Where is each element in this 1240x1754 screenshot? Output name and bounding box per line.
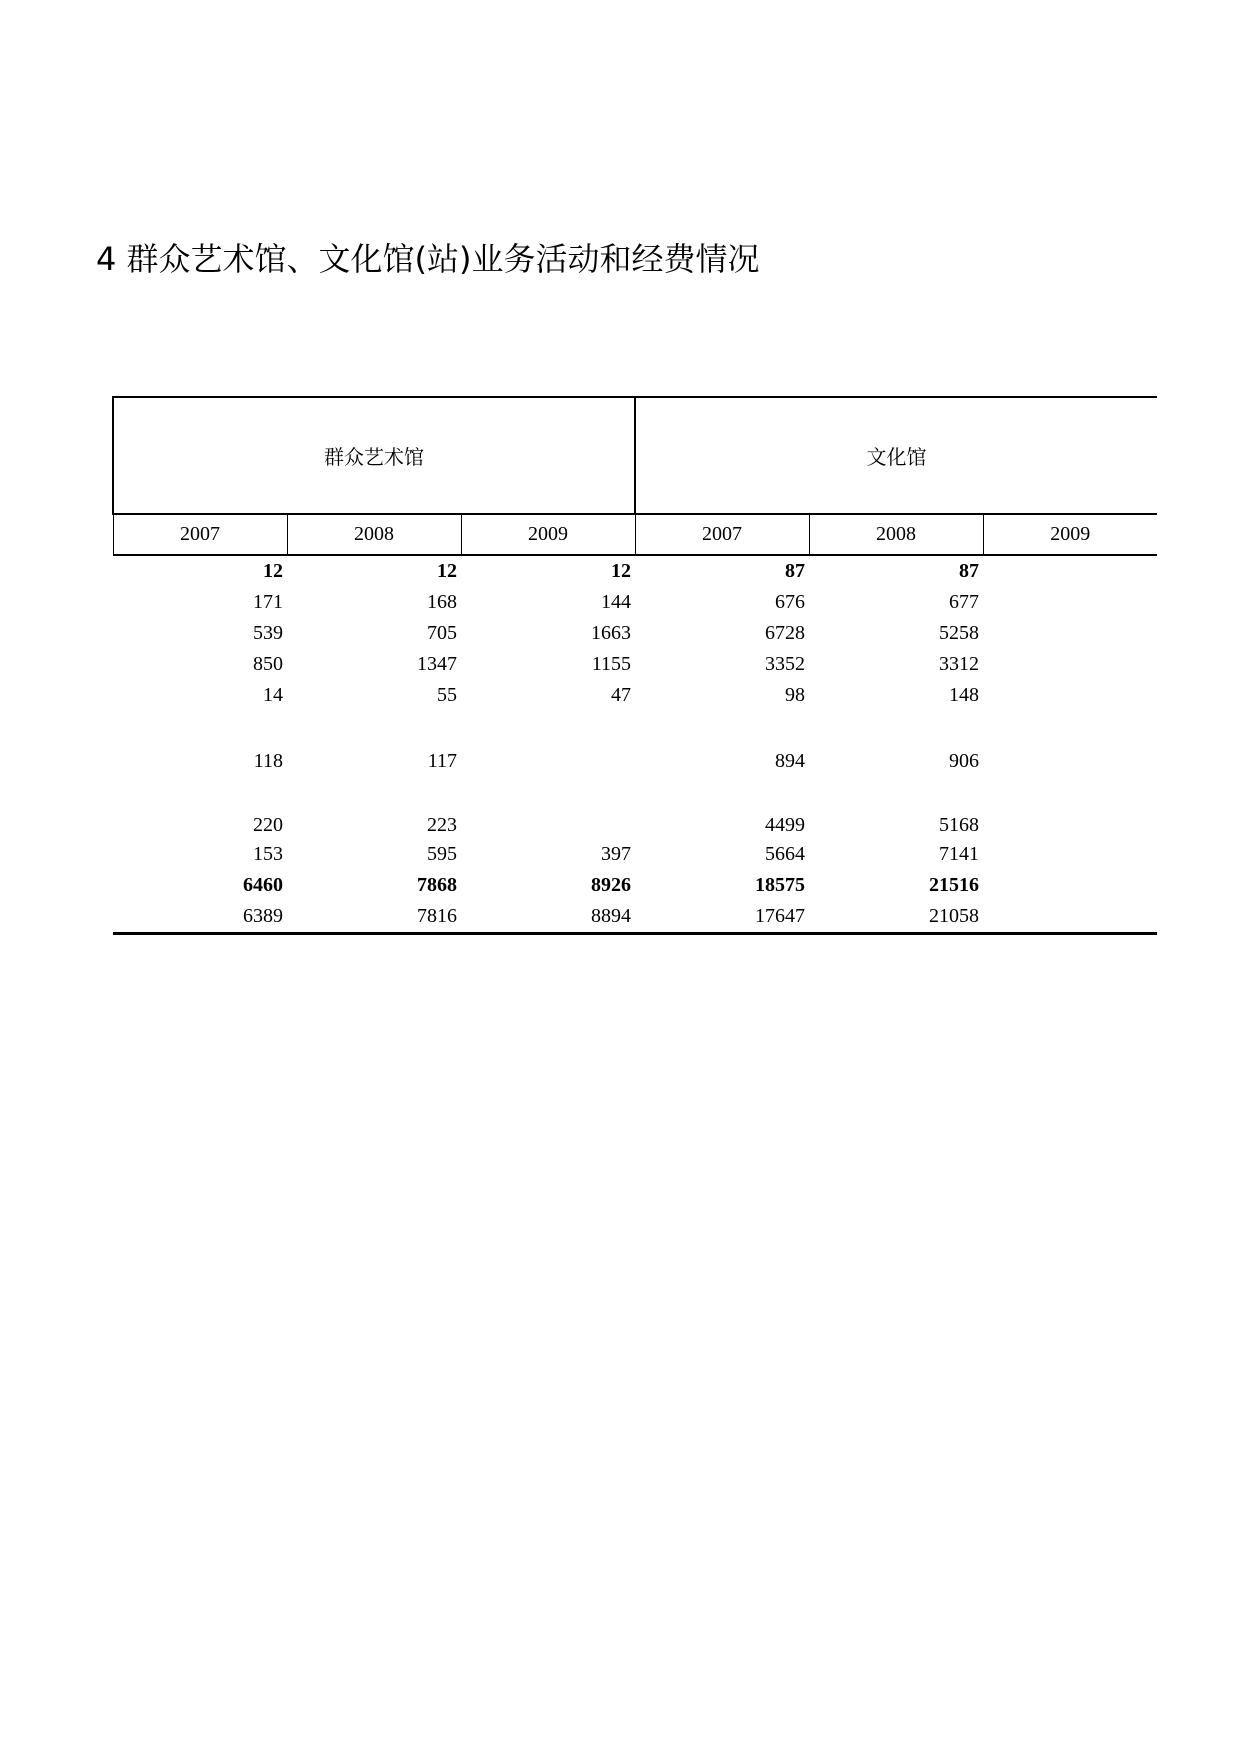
page-title-text: 4 群众艺术馆、文化馆(站)业务活动和经费情况 <box>96 240 760 278</box>
table-cell: 397 <box>601 843 632 865</box>
statistics-table-container <box>112 396 1091 935</box>
page-title <box>0 228 900 280</box>
table-cell: 12 <box>263 560 283 582</box>
year-header: 2008 <box>287 514 461 555</box>
table-row <box>113 618 1157 649</box>
table-cell: 87 <box>959 560 980 582</box>
table-cell <box>983 555 1157 587</box>
table-cell <box>461 775 635 839</box>
table-cell: 850 <box>253 653 283 675</box>
table-cell: 677 <box>949 591 980 613</box>
table-row <box>113 680 1157 711</box>
table-cell: 676 <box>775 591 806 613</box>
table-row <box>113 555 1157 587</box>
year-header-row <box>113 514 1157 555</box>
table-cell: 6389 <box>113 901 287 934</box>
table-cell: 5258 <box>939 622 980 644</box>
year-header: 2009 <box>461 514 635 555</box>
table-body <box>113 555 1157 934</box>
table-cell: 14 <box>263 684 283 706</box>
year-header: 2007 <box>635 514 809 555</box>
year-header: 2009 <box>983 514 1157 555</box>
table-cell: 7868 <box>417 874 457 896</box>
table-cell <box>983 618 1157 649</box>
table-cell: 5168 <box>939 814 980 836</box>
table-cell: 118 <box>253 750 283 772</box>
group-header-row <box>113 397 1157 514</box>
table-cell <box>983 870 1157 901</box>
table-cell: 171 <box>253 591 283 613</box>
table-cell: 17647 <box>635 901 809 934</box>
table-cell: 4499 <box>765 814 806 836</box>
table-row <box>113 649 1157 680</box>
table-cell <box>983 680 1157 711</box>
statistics-table <box>112 396 1157 935</box>
group-header-cultural-center: 文化馆 <box>635 397 1157 514</box>
table-cell: 1155 <box>591 653 632 675</box>
table-cell: 1663 <box>591 622 632 644</box>
table-cell <box>983 587 1157 618</box>
table-cell: 220 <box>253 814 283 836</box>
table-cell: 3312 <box>939 653 980 675</box>
table-cell: 3352 <box>765 653 806 675</box>
table-cell <box>983 775 1157 839</box>
table-cell: 595 <box>427 843 457 865</box>
table-cell <box>461 711 635 775</box>
table-cell: 98 <box>785 684 806 706</box>
table-row <box>113 711 1157 775</box>
table-cell: 1347 <box>417 653 457 675</box>
table-cell: 55 <box>437 684 457 706</box>
table-cell: 5664 <box>765 843 806 865</box>
table-cell <box>983 711 1157 775</box>
table-cell: 7141 <box>939 843 980 865</box>
table-cell: 144 <box>601 591 632 613</box>
table-cell: 117 <box>427 750 457 772</box>
table-cell: 6460 <box>243 874 283 896</box>
table-cell: 906 <box>949 750 980 772</box>
table-cell: 7816 <box>287 901 461 934</box>
table-cell: 894 <box>775 750 806 772</box>
table-cell: 18575 <box>755 874 806 896</box>
table-row <box>113 839 1157 870</box>
table-cell <box>983 649 1157 680</box>
table-row <box>113 775 1157 839</box>
year-header: 2007 <box>113 514 287 555</box>
table-cell <box>983 901 1157 934</box>
table-cell: 153 <box>253 843 283 865</box>
table-cell: 21516 <box>929 874 980 896</box>
table-cell: 6728 <box>765 622 806 644</box>
year-header: 2008 <box>809 514 983 555</box>
table-cell: 21058 <box>809 901 983 934</box>
table-cell: 705 <box>427 622 457 644</box>
table-cell: 148 <box>949 684 980 706</box>
group-header-mass-art-center: 群众艺术馆 <box>113 397 635 514</box>
table-cell: 12 <box>437 560 457 582</box>
table-cell: 87 <box>785 560 806 582</box>
table-cell: 168 <box>427 591 457 613</box>
table-cell: 12 <box>611 560 632 582</box>
table-cell: 539 <box>253 622 283 644</box>
table-cell: 8926 <box>591 874 632 896</box>
table-row <box>113 870 1157 901</box>
table-cell: 8894 <box>461 901 635 934</box>
table-cell: 223 <box>427 814 457 836</box>
table-cell <box>983 839 1157 870</box>
table-row <box>113 587 1157 618</box>
table-row <box>113 901 1157 934</box>
table-cell: 47 <box>611 684 632 706</box>
